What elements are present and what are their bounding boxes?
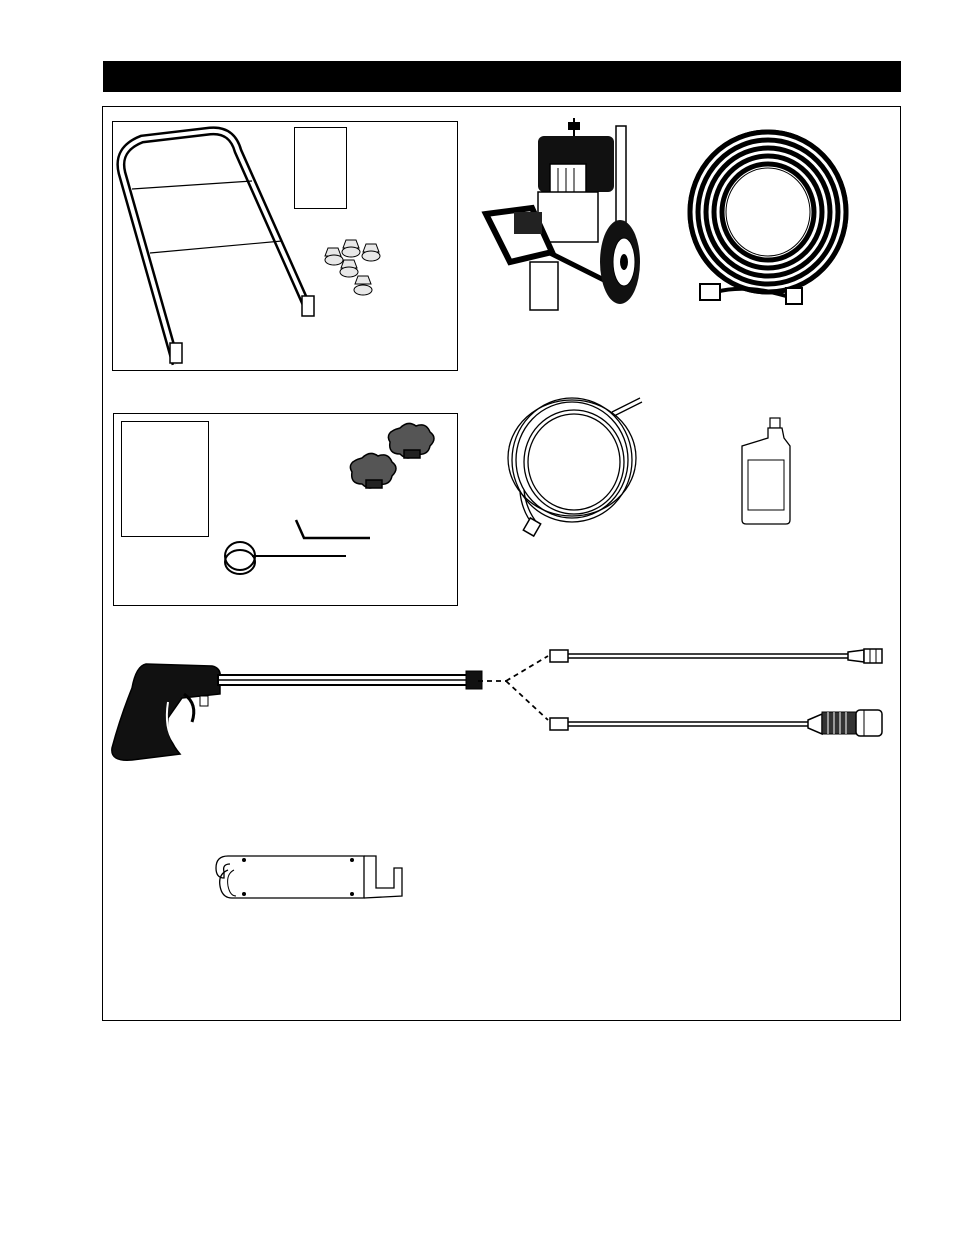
hose-bracket-illustration bbox=[208, 848, 414, 906]
oil-bottle-illustration bbox=[738, 416, 794, 526]
high-pressure-hose-illustration bbox=[686, 126, 852, 310]
header-bar bbox=[103, 61, 901, 92]
manual-card-2 bbox=[121, 421, 209, 537]
engine-unit-illustration bbox=[478, 112, 648, 320]
adjustable-extension-illustration bbox=[548, 706, 886, 740]
lance-extension-illustration bbox=[548, 646, 886, 672]
nozzle-tips-illustration bbox=[326, 234, 392, 302]
knobs-illustration bbox=[352, 420, 438, 492]
inlet-filter-illustration bbox=[222, 538, 348, 580]
spray-gun-illustration bbox=[108, 658, 488, 762]
chemical-tube-illustration bbox=[502, 392, 646, 542]
connector-lines bbox=[476, 648, 556, 728]
handle-illustration bbox=[112, 121, 322, 371]
